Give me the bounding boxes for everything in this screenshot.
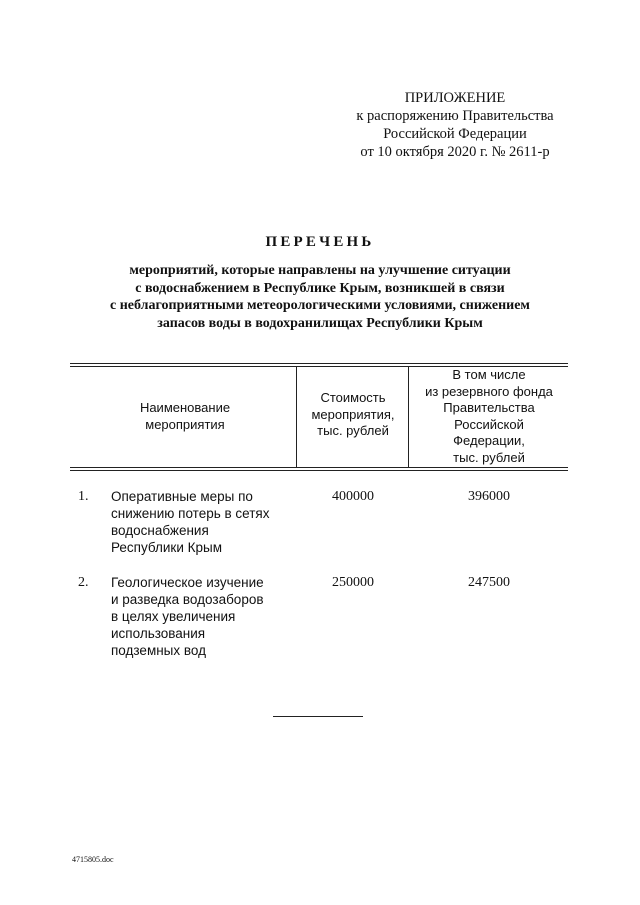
header-text: мероприятия (145, 416, 225, 432)
row-reserve: 247500 (468, 575, 510, 590)
subtitle-line: запасов воды в водохранилищах Республики Крым (157, 315, 483, 331)
row-name-line: использования (111, 626, 206, 641)
table-header-rule (70, 467, 568, 468)
header-text: Стоимость (320, 390, 386, 405)
row-name (111, 574, 296, 659)
header-text: Российской (454, 416, 524, 432)
appendix-line: к распоряжению Правительства (356, 108, 554, 124)
appendix-line: ПРИЛОЖЕНИЕ (404, 90, 506, 106)
row-cost: 250000 (332, 575, 374, 590)
row-number: 2. (78, 575, 89, 590)
row-name-line: и разведка водозаборов (111, 592, 264, 607)
table-top-rule (70, 363, 568, 364)
row-name (111, 488, 296, 556)
row-name-line: водоснабжения (111, 523, 209, 538)
header-reserve (409, 367, 569, 466)
header-text: тыс. рублей (317, 423, 389, 438)
row-number: 1. (78, 489, 89, 504)
subtitle-line: с водоснабжением в Республике Крым, возникшей в связи (135, 280, 505, 296)
header-name (100, 400, 270, 433)
header-text: Наименование (139, 400, 231, 415)
document-subtitle (60, 262, 580, 332)
row-name-line: Геологическое изучение (111, 575, 264, 590)
subtitle-line: с неблагоприятными метеорологическими условиями, снижением (110, 298, 530, 313)
row-name-line: подземных вод (111, 643, 206, 658)
row-name-line: Республики Крым (111, 540, 222, 555)
closing-separator (273, 716, 363, 717)
header-text: тыс. рублей (453, 449, 525, 465)
header-text: из резервного фонда (425, 383, 553, 399)
appendix-line: от 10 октября 2020 г. № 2611-р (360, 144, 550, 160)
table-header-rule-inner (70, 470, 568, 471)
row-reserve: 396000 (468, 489, 510, 504)
row-name-line: Оперативные меры по (111, 489, 253, 504)
header-text: мероприятия, (311, 406, 395, 422)
row-name-line: в целях увеличения (111, 609, 236, 624)
header-text: Правительства (443, 400, 535, 415)
appendix-block (330, 89, 580, 161)
subtitle-line: мероприятий, которые направлены на улучшение ситуации (129, 263, 511, 278)
header-text: Федерации, (453, 433, 525, 448)
appendix-line: Российской Федерации (383, 126, 527, 142)
footer-file-code: 4715805.doc (72, 855, 114, 864)
row-name-line: снижению потерь в сетях (111, 506, 270, 521)
document-title: ПЕРЕЧЕНЬ (265, 234, 375, 250)
row-cost: 400000 (332, 489, 374, 504)
header-cost (298, 390, 408, 440)
table-column-divider (296, 366, 297, 467)
header-text: В том числе (452, 367, 526, 382)
